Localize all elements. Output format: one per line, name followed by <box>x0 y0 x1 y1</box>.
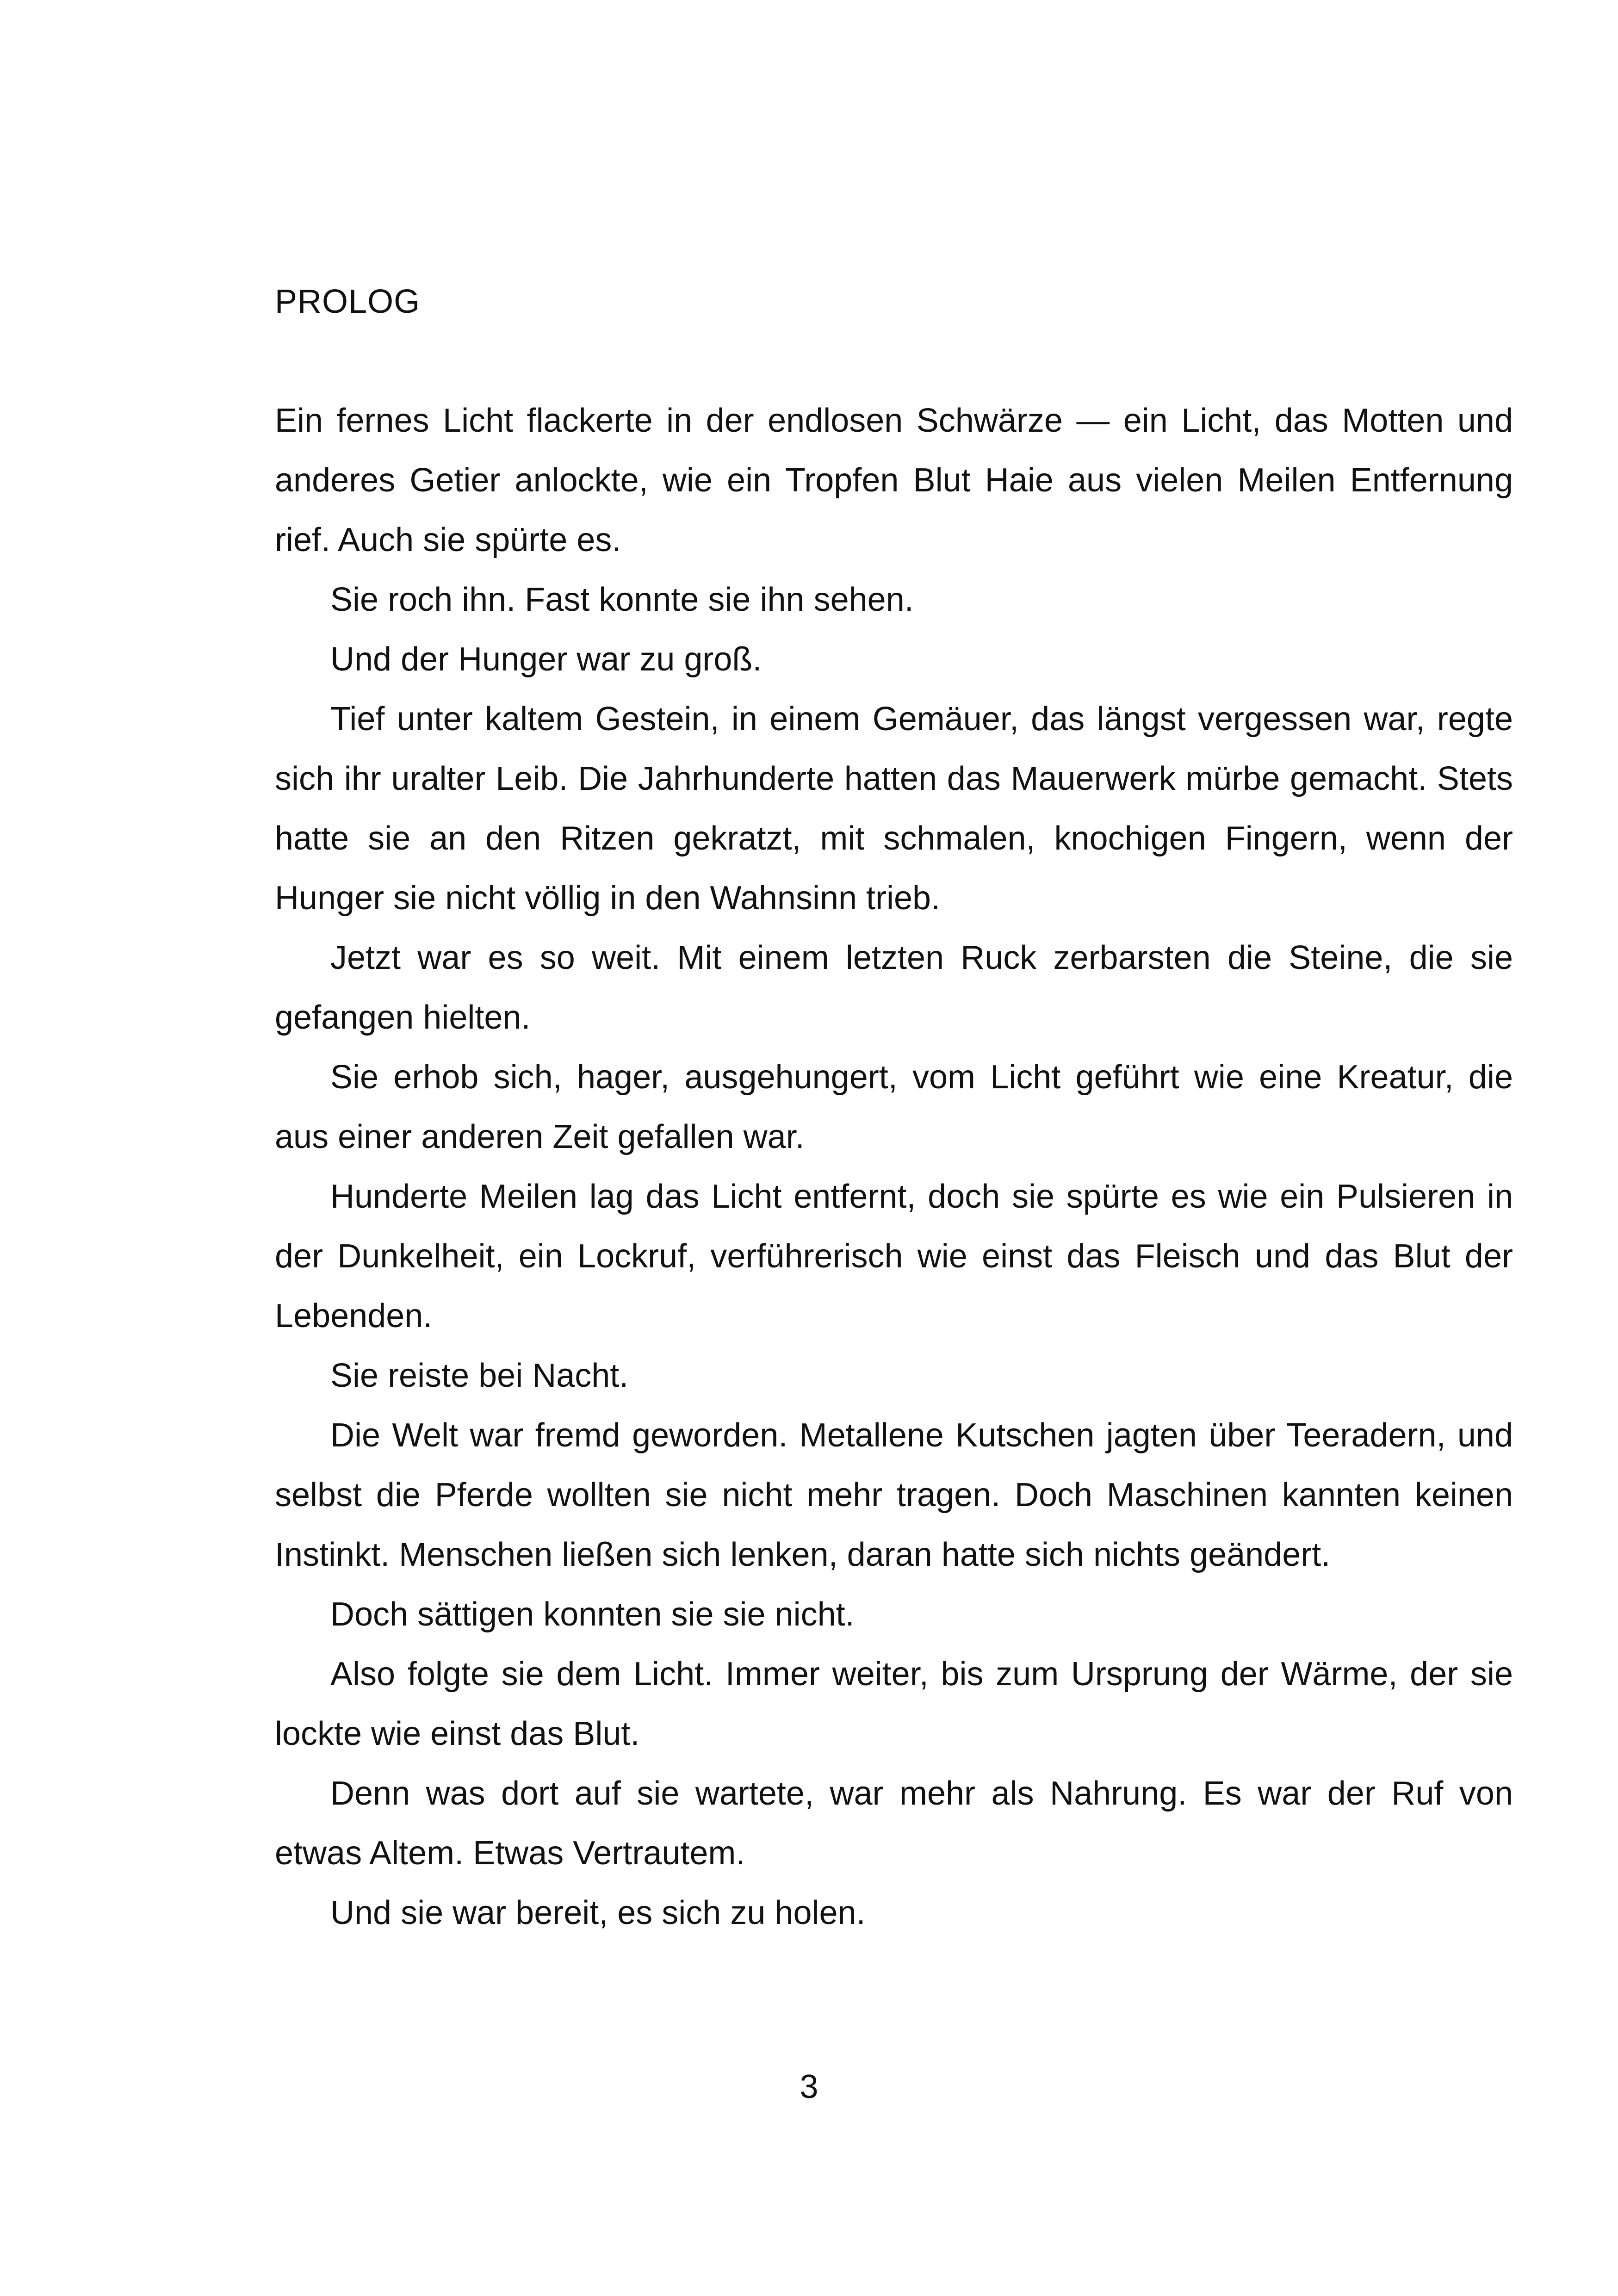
paragraph: Sie erhob sich, hager, ausgehungert, vom Licht geführt wie eine Kreatur, die aus einer anderen Zeit gefallen war. <box>275 1059 1513 1155</box>
paragraph: Und sie war bereit, es sich zu holen. <box>330 1894 866 1931</box>
paragraph: Die Welt war fremd geworden. Metallene Kutschen jagten über Teeradern, und selbst die Pferde wollten sie nicht mehr tragen. Doch Maschinen kannten keinen Instinkt. Menschen ließen sich lenken, daran hatte sich nichts geändert. <box>275 1417 1513 1573</box>
page-number: 3 <box>800 2068 818 2105</box>
chapter-body <box>275 391 1513 1943</box>
paragraph: Denn was dort auf sie wartete, war mehr als Nahrung. Es war der Ruf von etwas Altem. Etwas Vertrautem. <box>275 1775 1513 1872</box>
paragraph: Hunderte Meilen lag das Licht entfernt, doch sie spürte es wie ein Pulsieren in der Dunkelheit, ein Lockruf, verführerisch wie einst das Fleisch und das Blut der Lebenden. <box>275 1178 1513 1334</box>
paragraph: Sie reiste bei Nacht. <box>330 1357 629 1394</box>
paragraph: Sie roch ihn. Fast konnte sie ihn sehen. <box>330 581 914 618</box>
paragraph: Tief unter kaltem Gestein, in einem Gemäuer, das längst vergessen war, regte sich ihr uralter Leib. Die Jahrhunderte hatten das Mauerwerk mürbe gemacht. Stets hatte sie an den Ritzen gekratzt, mit schmalen, knochigen Fingern, wenn der Hunger sie nicht völlig in den Wahnsinn trieb. <box>275 701 1513 917</box>
paragraph: Ein fernes Licht flackerte in der endlosen Schwärze — ein Licht, das Motten und anderes Getier anlockte, wie ein Tropfen Blut Haie aus vielen Meilen Entfernung rief. Auch sie spürte es. <box>275 402 1513 558</box>
paragraph: Und der Hunger war zu groß. <box>330 641 762 678</box>
chapter-title: PROLOG <box>275 283 421 320</box>
paragraph: Doch sättigen konnten sie sie nicht. <box>330 1596 855 1633</box>
paragraph: Jetzt war es so weit. Mit einem letzten Ruck zerbarsten die Steine, die sie gefangen hielten. <box>275 939 1513 1036</box>
paragraph: Also folgte sie dem Licht. Immer weiter, bis zum Ursprung der Wärme, der sie lockte wie einst das Blut. <box>275 1656 1513 1752</box>
